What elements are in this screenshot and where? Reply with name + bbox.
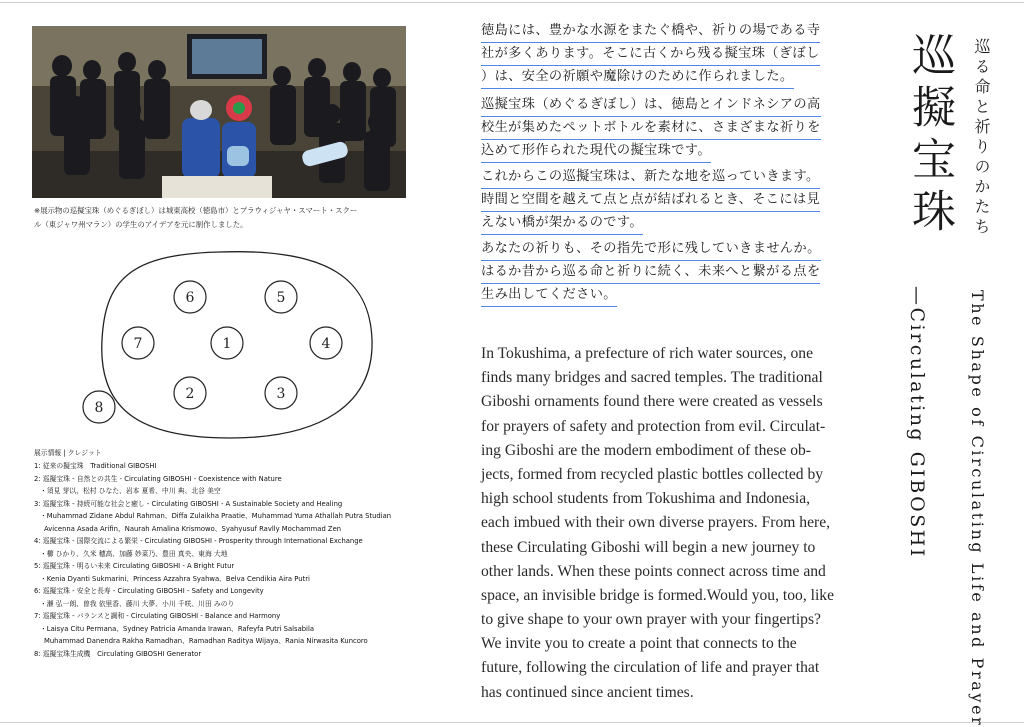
credit-line: 1: 従来の擬宝珠 Traditional GIBOSHI <box>34 462 157 470</box>
en-line: to give shape to your own prayer with your fingertips? <box>481 611 821 629</box>
en-line: Giboshi ornaments found there were created as vessels <box>481 393 823 411</box>
jp-line: 校生が集めたペットボトルを素材に、さまざまな祈りを <box>481 119 821 140</box>
credit-line: Avicenna Asada Arifin、Naurah Amalina Krismowo、Syahyusuf Ravlly Mochammad Zen <box>44 524 342 533</box>
jp-line: 徳島には、豊かな水源をまたぐ橋や、祈りの場である寺 <box>481 22 820 43</box>
top-border <box>0 2 1024 3</box>
en-line: finds many bridges and sacred temples. The traditional <box>481 369 823 387</box>
credit-line: ・Kenia Dyanti Sukmarini、Princess Azzahra Syahwa、Belva Cendikia Aira Putri <box>40 574 310 583</box>
caption-line-2: ル（東ジャワ州マラン）の学生のアイデアを元に制作しました。 <box>34 220 248 229</box>
diagram-label-5: 5 <box>276 290 286 306</box>
main-title-jp: 巡擬宝珠 <box>904 32 955 240</box>
caption-line-1: ※展示物の巡擬宝珠（めぐるぎぼし）は城東高校（徳島市）とプラウィジャヤ・スマート・スクー <box>34 206 358 215</box>
jp-line: 社が多くあります。そこに古くから残る擬宝珠（ぎぼし <box>481 45 820 66</box>
credits-title: 展示情報 | クレジット <box>34 449 102 457</box>
en-line: space, an invisible bridge is formed.Would you, too, like <box>481 586 834 604</box>
en-line: future, following the circulation of life and prayer that <box>481 659 820 677</box>
credit-line: 2: 巡擬宝珠 - 自然との共生 - Circulating GIBOSHI - Coexistence with Nature <box>34 474 282 483</box>
en-line: for prayers of safety and protection from evil. Circulat- <box>481 417 826 435</box>
en-line: each imbued with their own diverse prayers. From here, <box>481 514 831 532</box>
credit-line: 7: 巡擬宝珠 - バランスと調和 - Circulating GIBOSHI - Balance and Harmony <box>34 612 281 620</box>
en-line: high school students from Tokushima and Indonesia, <box>481 490 811 508</box>
credit-line: ・Muhammad Zidane Abdul Rahman、Diffa Zulaikha Praatie、Muhammad Yuma Athallah Putra Studian <box>40 512 392 520</box>
jp-line: えない橋が架かるのです。 <box>481 214 643 235</box>
en-line: jects, formed from recycled plastic bottles collected by <box>481 465 824 483</box>
jp-line: あなたの祈りも、その指先で形に残していきませんか。 <box>481 240 821 261</box>
credit-line: ・瀬 弘一朗、曽我 依里香、藤川 大夢、小川 千咲、川田 みのり <box>40 599 235 608</box>
bottom-border <box>0 722 1024 723</box>
jp-line: これからこの巡擬宝珠は、新たな地を巡っていきます。 <box>481 168 820 189</box>
diagram-label-2: 2 <box>185 386 195 402</box>
group-photo <box>32 26 406 198</box>
diagram-label-8: 8 <box>94 400 104 416</box>
credit-line: 6: 巡擬宝珠 - 安全と長寿 - Circulating GIBOSHI - Safety and Longevity <box>34 587 264 595</box>
diagram-label-6: 6 <box>185 290 195 306</box>
diagram-label-3: 3 <box>276 386 286 402</box>
credits-section <box>34 446 434 660</box>
jp-line: 時間と空間を越えて点と点が結ばれるとき、そこには見 <box>481 191 820 212</box>
english-description <box>481 342 855 705</box>
jp-line: ）は、安全の祈願や魔除けのために作られました。 <box>481 68 794 89</box>
jp-paragraph-2 <box>481 96 853 163</box>
diagram-label-4: 4 <box>321 336 331 352</box>
en-line: has continued since ancient times. <box>481 683 694 701</box>
en-line: We invite you to create a point that connects to the <box>481 635 797 653</box>
credit-line: ・須見 芽以、松村 ひなた、岩本 夏希、中川 典、北谷 美空 <box>40 487 221 495</box>
jp-line: はるか昔から巡る命と祈りに続く、未来へと繋がる点を <box>481 263 820 284</box>
jp-paragraph-3 <box>481 168 853 235</box>
diagram-label-7: 7 <box>133 336 143 352</box>
jp-paragraph-1 <box>481 22 853 89</box>
credit-line: 4: 巡擬宝珠 - 国際交流による繁栄 - Circulating GIBOSHI - Prosperity through International Exchange <box>34 537 363 545</box>
en-line: other lands. When these points connect across time and <box>481 562 826 580</box>
diagram-label-1: 1 <box>222 336 232 352</box>
en-line: In Tokushima, a prefecture of rich water sources, one <box>481 345 814 362</box>
credit-line: Muhammad Danendra Rakha Ramadhan、Ramadhan Raditya Wijaya、Rania Nirwasita Kuncoro <box>44 637 368 645</box>
credit-line: ・櫛 ひかり、久米 穂高、加藤 妙菜乃、豊田 真央、東海 大地 <box>40 549 228 558</box>
credit-line: ・Laisya Citu Permana、Sydney Patricia Amanda Irawan、Rafeyfa Putri Salsabila <box>40 624 314 633</box>
credit-line: 5: 巡擬宝珠 - 明るい未来 Circulating GIBOSHI - A Bright Futur <box>34 562 235 570</box>
jp-paragraph-4 <box>481 240 853 307</box>
jp-line: 込めて形作られた現代の擬宝珠です。 <box>481 142 711 163</box>
credit-line: 3: 巡擬宝珠 - 持続可能な社会と癒し - Circulating GIBOSHI - A Sustainable Society and Healing <box>34 499 343 508</box>
subtitle-en: The Shape of Circulating Life and Prayer <box>968 290 987 727</box>
en-line: ing Giboshi are the modern embodiment of these ob- <box>481 441 811 459</box>
credit-line: 8: 巡擬宝珠生成機 Circulating GIBOSHI Generator <box>34 649 202 658</box>
main-title-en: —Circulating GIBOSHI <box>906 286 928 559</box>
photo-caption <box>34 204 414 232</box>
jp-line: 巡擬宝珠（めぐるぎぼし）は、徳島とインドネシアの高 <box>481 96 821 117</box>
layout-diagram <box>80 240 400 450</box>
en-line: these Circulating Giboshi will begin a new journey to <box>481 538 816 556</box>
subtitle-jp: 巡る命と祈りのかたち <box>972 38 991 238</box>
jp-line: 生み出してください。 <box>481 286 617 307</box>
